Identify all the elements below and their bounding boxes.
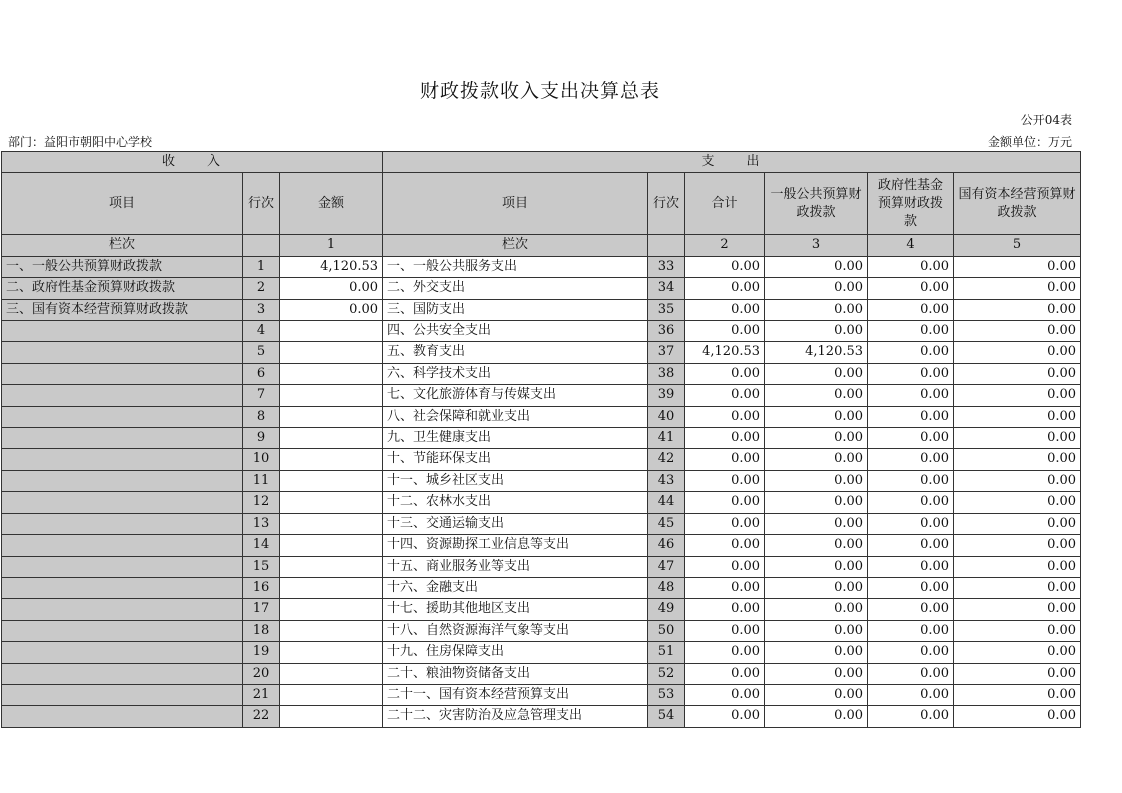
income-amount: 0.00 [280,299,383,320]
total-amount: 0.00 [685,663,765,684]
table-row [2,684,1081,705]
income-item [2,535,243,556]
income-item [2,428,243,449]
income-item: 二、政府性基金预算财政拨款 [2,278,243,299]
income-row-no: 13 [243,513,280,534]
expense-row-no: 53 [648,684,685,705]
general-budget-amount: 0.00 [765,620,868,641]
form-number: 公开04表 [1020,113,1072,127]
expense-row-no-header: 行次 [648,173,685,235]
state-capital-amount: 0.00 [954,492,1081,513]
state-capital-amount: 0.00 [954,556,1081,577]
table-row [2,428,1081,449]
table-row [2,278,1081,299]
total-amount: 0.00 [685,706,765,727]
income-row-no: 15 [243,556,280,577]
table-row [2,706,1081,727]
table-row [2,406,1081,427]
income-item [2,620,243,641]
income-row-no: 2 [243,278,280,299]
income-item-header: 项目 [2,173,243,235]
expense-row-no: 33 [648,256,685,277]
gov-fund-amount: 0.00 [868,256,954,277]
income-item [2,556,243,577]
table-row [2,535,1081,556]
total-amount: 0.00 [685,599,765,620]
expense-col-index-label: 栏次 [383,235,648,256]
income-amount [280,620,383,641]
state-capital-amount: 0.00 [954,577,1081,598]
total-amount: 0.00 [685,363,765,384]
income-amount [280,684,383,705]
income-amount [280,342,383,363]
expense-row-no: 52 [648,663,685,684]
state-capital-amount: 0.00 [954,470,1081,491]
gov-fund-amount: 0.00 [868,577,954,598]
general-budget-amount: 0.00 [765,321,868,342]
total-amount: 0.00 [685,577,765,598]
total-header: 合计 [685,173,765,235]
income-item [2,342,243,363]
income-row-no: 11 [243,470,280,491]
expense-row-no: 35 [648,299,685,320]
income-item [2,492,243,513]
table-row [2,642,1081,663]
income-col-index-1: 1 [280,235,383,256]
expense-section-header: 支 出 [383,152,1081,173]
col-index-2: 2 [685,235,765,256]
income-row-no: 7 [243,385,280,406]
state-capital-amount: 0.00 [954,599,1081,620]
income-amount: 0.00 [280,278,383,299]
income-row-no: 22 [243,706,280,727]
income-amount [280,577,383,598]
income-row-no: 3 [243,299,280,320]
general-budget-amount: 0.00 [765,256,868,277]
gov-fund-amount: 0.00 [868,620,954,641]
expense-row-no: 54 [648,706,685,727]
general-budget-amount: 0.00 [765,513,868,534]
income-amount-header: 金额 [280,173,383,235]
expense-item: 二十、粮油物资储备支出 [383,663,648,684]
expense-item: 十二、农林水支出 [383,492,648,513]
gov-fund-amount: 0.00 [868,449,954,470]
expense-item: 二十二、灾害防治及应急管理支出 [383,706,648,727]
income-row-no: 1 [243,256,280,277]
total-amount: 0.00 [685,556,765,577]
state-capital-amount: 0.00 [954,428,1081,449]
income-item [2,642,243,663]
income-row-no: 16 [243,577,280,598]
general-budget-amount: 0.00 [765,599,868,620]
expense-item-header: 项目 [383,173,648,235]
expense-item: 二十一、国有资本经营预算支出 [383,684,648,705]
state-capital-amount: 0.00 [954,406,1081,427]
expense-item: 十九、住房保障支出 [383,642,648,663]
expense-row-no: 41 [648,428,685,449]
expense-item: 一、一般公共服务支出 [383,256,648,277]
income-col-index-label: 栏次 [2,235,243,256]
state-capital-amount: 0.00 [954,299,1081,320]
total-amount: 0.00 [685,256,765,277]
total-amount: 0.00 [685,642,765,663]
gov-fund-amount: 0.00 [868,321,954,342]
gov-fund-amount: 0.00 [868,428,954,449]
income-row-no: 4 [243,321,280,342]
total-amount: 0.00 [685,535,765,556]
general-budget-amount: 0.00 [765,642,868,663]
total-amount: 0.00 [685,428,765,449]
income-row-no: 19 [243,642,280,663]
page-title: 财政拨款收入支出决算总表 [419,80,660,102]
income-amount [280,599,383,620]
income-row-no: 14 [243,535,280,556]
summary-table [1,151,1081,728]
total-amount: 0.00 [685,492,765,513]
table-row [2,342,1081,363]
income-item [2,513,243,534]
income-row-no-header: 行次 [243,173,280,235]
expense-row-no: 38 [648,363,685,384]
income-item: 三、国有资本经营预算财政拨款 [2,299,243,320]
gov-fund-amount: 0.00 [868,299,954,320]
expense-item: 五、教育支出 [383,342,648,363]
general-budget-amount: 0.00 [765,363,868,384]
state-capital-amount: 0.00 [954,642,1081,663]
total-amount: 0.00 [685,684,765,705]
income-row-no: 6 [243,363,280,384]
income-item [2,684,243,705]
gov-fund-amount: 0.00 [868,535,954,556]
general-budget-amount: 4,120.53 [765,342,868,363]
department-label: 部门：益阳市朝阳中心学校 [8,135,153,149]
total-amount: 0.00 [685,385,765,406]
income-amount [280,470,383,491]
general-budget-amount: 0.00 [765,299,868,320]
total-amount: 0.00 [685,278,765,299]
income-row-no: 8 [243,406,280,427]
income-amount [280,363,383,384]
expense-item: 十六、金融支出 [383,577,648,598]
table-row [2,513,1081,534]
general-budget-amount: 0.00 [765,449,868,470]
income-item [2,706,243,727]
gov-fund-amount: 0.00 [868,663,954,684]
general-budget-amount: 0.00 [765,684,868,705]
gov-fund-amount: 0.00 [868,556,954,577]
income-amount [280,642,383,663]
income-item [2,363,243,384]
col-index-4: 4 [868,235,954,256]
expense-row-no: 45 [648,513,685,534]
income-amount [280,663,383,684]
income-amount [280,513,383,534]
income-amount [280,492,383,513]
state-capital-amount: 0.00 [954,513,1081,534]
expense-item: 十、节能环保支出 [383,449,648,470]
income-amount: 4,120.53 [280,256,383,277]
general-budget-amount: 0.00 [765,278,868,299]
income-row-no: 12 [243,492,280,513]
gov-fund-header: 政府性基金预算财政拨款 [868,173,954,235]
income-amount [280,385,383,406]
expense-row-no: 49 [648,599,685,620]
total-amount: 0.00 [685,299,765,320]
gov-fund-amount: 0.00 [868,363,954,384]
expense-item: 十四、资源勘探工业信息等支出 [383,535,648,556]
income-row-no: 5 [243,342,280,363]
table-row [2,449,1081,470]
gov-fund-amount: 0.00 [868,706,954,727]
income-row-no: 18 [243,620,280,641]
income-row-no: 17 [243,599,280,620]
state-capital-amount: 0.00 [954,663,1081,684]
state-capital-amount: 0.00 [954,706,1081,727]
gov-fund-amount: 0.00 [868,599,954,620]
expense-row-no: 46 [648,535,685,556]
general-budget-amount: 0.00 [765,535,868,556]
general-budget-amount: 0.00 [765,470,868,491]
gov-fund-amount: 0.00 [868,278,954,299]
state-capital-amount: 0.00 [954,684,1081,705]
state-capital-amount: 0.00 [954,449,1081,470]
expense-row-no: 42 [648,449,685,470]
income-amount [280,449,383,470]
expense-col-index-blank [648,235,685,256]
unit-label: 金额单位：万元 [987,135,1072,149]
expense-row-no: 40 [648,406,685,427]
general-budget-amount: 0.00 [765,706,868,727]
income-amount [280,428,383,449]
state-capital-amount: 0.00 [954,342,1081,363]
expense-item: 六、科学技术支出 [383,363,648,384]
general-budget-amount: 0.00 [765,556,868,577]
state-capital-amount: 0.00 [954,620,1081,641]
income-amount [280,321,383,342]
gov-fund-amount: 0.00 [868,684,954,705]
total-amount: 0.00 [685,620,765,641]
table-row [2,492,1081,513]
state-capital-amount: 0.00 [954,321,1081,342]
income-amount [280,556,383,577]
income-item [2,449,243,470]
general-budget-amount: 0.00 [765,577,868,598]
expense-row-no: 36 [648,321,685,342]
income-item [2,599,243,620]
total-amount: 0.00 [685,406,765,427]
col-index-5: 5 [954,235,1081,256]
expense-row-no: 51 [648,642,685,663]
income-item [2,406,243,427]
gov-fund-amount: 0.00 [868,342,954,363]
expense-row-no: 47 [648,556,685,577]
income-item: 一、一般公共预算财政拨款 [2,256,243,277]
gov-fund-amount: 0.00 [868,406,954,427]
table-row [2,620,1081,641]
expense-item: 十三、交通运输支出 [383,513,648,534]
income-section-header: 收 入 [2,152,383,173]
income-item [2,470,243,491]
expense-row-no: 50 [648,620,685,641]
expense-item: 三、国防支出 [383,299,648,320]
income-amount [280,406,383,427]
income-row-no: 21 [243,684,280,705]
total-amount: 4,120.53 [685,342,765,363]
income-item [2,577,243,598]
table-row [2,556,1081,577]
expense-item: 七、文化旅游体育与传媒支出 [383,385,648,406]
table-row [2,321,1081,342]
expense-item: 九、卫生健康支出 [383,428,648,449]
expense-row-no: 37 [648,342,685,363]
expense-item: 二、外交支出 [383,278,648,299]
table-row [2,599,1081,620]
general-budget-amount: 0.00 [765,492,868,513]
expense-item: 十八、自然资源海洋气象等支出 [383,620,648,641]
general-budget-amount: 0.00 [765,663,868,684]
col-index-3: 3 [765,235,868,256]
table-row [2,470,1081,491]
gov-fund-amount: 0.00 [868,513,954,534]
income-amount [280,706,383,727]
table-row [2,385,1081,406]
income-col-index-blank [243,235,280,256]
income-amount [280,535,383,556]
income-item [2,321,243,342]
expense-row-no: 39 [648,385,685,406]
gov-fund-amount: 0.00 [868,470,954,491]
table-row [2,256,1081,277]
income-row-no: 20 [243,663,280,684]
state-capital-amount: 0.00 [954,278,1081,299]
expense-item: 八、社会保障和就业支出 [383,406,648,427]
gov-fund-amount: 0.00 [868,492,954,513]
income-item [2,663,243,684]
income-row-no: 9 [243,428,280,449]
general-budget-amount: 0.00 [765,428,868,449]
general-budget-amount: 0.00 [765,406,868,427]
expense-item: 四、公共安全支出 [383,321,648,342]
general-budget-header: 一般公共预算财政拨款 [765,173,868,235]
gov-fund-amount: 0.00 [868,385,954,406]
table-row [2,663,1081,684]
gov-fund-amount: 0.00 [868,642,954,663]
table-row [2,363,1081,384]
expense-row-no: 43 [648,470,685,491]
total-amount: 0.00 [685,513,765,534]
state-capital-amount: 0.00 [954,385,1081,406]
state-capital-amount: 0.00 [954,535,1081,556]
expense-item: 十五、商业服务业等支出 [383,556,648,577]
total-amount: 0.00 [685,449,765,470]
table-row [2,577,1081,598]
total-amount: 0.00 [685,470,765,491]
expense-row-no: 48 [648,577,685,598]
state-capital-amount: 0.00 [954,363,1081,384]
general-budget-amount: 0.00 [765,385,868,406]
state-capital-amount: 0.00 [954,256,1081,277]
income-row-no: 10 [243,449,280,470]
expense-row-no: 34 [648,278,685,299]
expense-item: 十七、援助其他地区支出 [383,599,648,620]
state-capital-header: 国有资本经营预算财政拨款 [954,173,1081,235]
total-amount: 0.00 [685,321,765,342]
income-item [2,385,243,406]
table-row [2,299,1081,320]
expense-row-no: 44 [648,492,685,513]
expense-item: 十一、城乡社区支出 [383,470,648,491]
